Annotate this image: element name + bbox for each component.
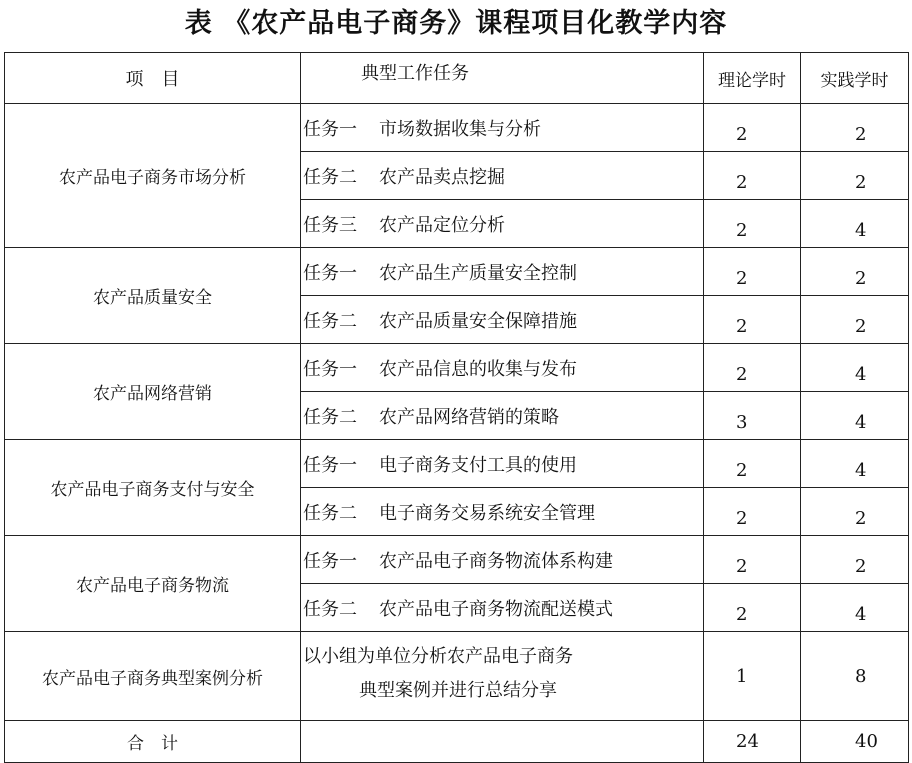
task-cell: [301, 104, 704, 152]
task-number: 任务一: [303, 358, 357, 380]
practice-hours-cell: 4: [801, 200, 909, 248]
practice-hours-cell: 2: [801, 488, 909, 536]
task-cell: [301, 392, 704, 440]
theory-hours-cell: 2: [704, 536, 801, 584]
header-task: 典型工作任务: [301, 53, 704, 104]
task-number: 任务一: [303, 550, 357, 572]
theory-hours-cell: 1: [704, 632, 801, 721]
project-cell: 农产品质量安全: [5, 248, 301, 344]
practice-hours-cell: 2: [801, 536, 909, 584]
practice-hours-cell: 2: [801, 104, 909, 152]
table-title: 表 《农产品电子商务》课程项目化教学内容: [184, 8, 728, 39]
total-label: 合 计: [5, 721, 301, 763]
task-name: 电子商务支付工具的使用: [379, 454, 577, 476]
task-cell: [301, 248, 704, 296]
task-number: 任务三: [303, 214, 357, 236]
task-number: 任务二: [303, 406, 357, 428]
task-cell: [301, 200, 704, 248]
task-cell: [301, 632, 704, 721]
practice-hours-cell: 2: [801, 152, 909, 200]
task-number: 任务二: [303, 598, 357, 620]
theory-hours-cell: 2: [704, 440, 801, 488]
project-cell: 农产品电子商务市场分析: [5, 104, 301, 248]
practice-hours-cell: 4: [801, 344, 909, 392]
header-item: 项 目: [5, 53, 301, 104]
task-cell: [301, 536, 704, 584]
header-row: [5, 53, 909, 104]
theory-hours-cell: 2: [704, 344, 801, 392]
total-empty-cell: [301, 721, 704, 763]
practice-hours-cell: 2: [801, 296, 909, 344]
task-name: 农产品电子商务物流配送模式: [379, 598, 613, 620]
task-number: 任务一: [303, 262, 357, 284]
practice-hours-cell: 2: [801, 248, 909, 296]
task-cell: [301, 152, 704, 200]
task-cell: [301, 584, 704, 632]
task-number: 任务二: [303, 310, 357, 332]
task-cell: [301, 296, 704, 344]
task-text-line2: 典型案例并进行总结分享: [359, 680, 557, 701]
theory-hours-cell: 2: [704, 248, 801, 296]
table-row: [5, 104, 909, 152]
task-name: 农产品电子商务物流体系构建: [379, 550, 613, 572]
project-cell: 农产品电子商务支付与安全: [5, 440, 301, 536]
theory-hours-cell: 2: [704, 296, 801, 344]
practice-hours-cell: 4: [801, 440, 909, 488]
project-cell: 农产品电子商务物流: [5, 536, 301, 632]
practice-hours-cell: 8: [801, 632, 909, 721]
task-name: 农产品定位分析: [379, 214, 505, 236]
task-cell: [301, 488, 704, 536]
task-name: 农产品网络营销的策略: [379, 406, 559, 428]
total-row: [5, 721, 909, 763]
header-theory-hours: 理论学时: [704, 53, 801, 104]
total-theory-hours: 24: [704, 721, 801, 763]
task-number: 任务二: [303, 502, 357, 524]
task-name: 电子商务交易系统安全管理: [379, 502, 595, 524]
case-analysis-row: [5, 632, 909, 721]
theory-hours-cell: 3: [704, 392, 801, 440]
header-practice-hours: 实践学时: [801, 53, 909, 104]
theory-hours-cell: 2: [704, 200, 801, 248]
total-practice-hours: 40: [801, 721, 909, 763]
task-name: 农产品生产质量安全控制: [379, 262, 577, 284]
project-cell: 农产品电子商务典型案例分析: [5, 632, 301, 721]
task-name: 市场数据收集与分析: [379, 118, 541, 140]
task-cell: [301, 344, 704, 392]
theory-hours-cell: 2: [704, 584, 801, 632]
theory-hours-cell: 2: [704, 152, 801, 200]
course-content-table: [4, 52, 909, 763]
theory-hours-cell: 2: [704, 488, 801, 536]
task-name: 农产品信息的收集与发布: [379, 358, 577, 380]
table-row: [5, 248, 909, 296]
project-cell: 农产品网络营销: [5, 344, 301, 440]
practice-hours-cell: 4: [801, 584, 909, 632]
table-row: [5, 344, 909, 392]
task-cell: [301, 440, 704, 488]
practice-hours-cell: 4: [801, 392, 909, 440]
theory-hours-cell: 2: [704, 104, 801, 152]
table-row: [5, 440, 909, 488]
task-number: 任务一: [303, 118, 357, 140]
task-number: 任务二: [303, 166, 357, 188]
table-row: [5, 536, 909, 584]
task-number: 任务一: [303, 454, 357, 476]
task-text-line1: 以小组为单位分析农产品电子商务: [303, 646, 573, 667]
task-name: 农产品卖点挖掘: [379, 166, 505, 188]
task-name: 农产品质量安全保障措施: [379, 310, 577, 332]
